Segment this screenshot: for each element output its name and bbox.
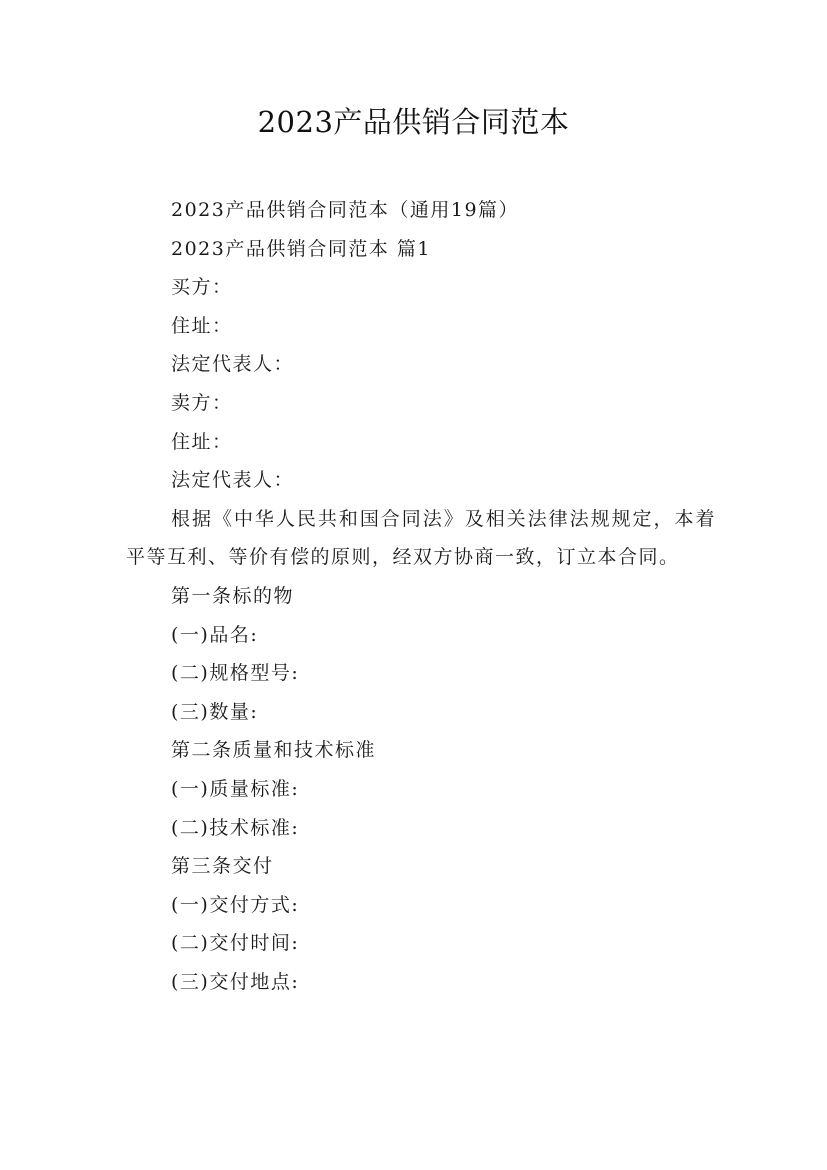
seller-line: 卖方： bbox=[171, 391, 233, 414]
document-body bbox=[126, 191, 716, 1001]
buyer-address-line: 住址： bbox=[171, 314, 233, 337]
preamble-paragraph: 根据《中华人民共和国合同法》及相关法律法规规定，本着平等互利、等价有偿的原则，经双方协商一致，订立本合同。 bbox=[126, 507, 716, 569]
article-3-item-1: (一)交付方式: bbox=[171, 893, 300, 916]
article-3-heading: 第三条交付 bbox=[171, 855, 274, 878]
article-1-item-3: (三)数量: bbox=[171, 700, 259, 723]
seller-address-line: 住址： bbox=[171, 430, 233, 453]
section-heading-line: 2023产品供销合同范本 篇1 bbox=[171, 237, 431, 260]
document-title: 2023产品供销合同范本 bbox=[257, 105, 570, 139]
article-2-item-2: (二)技术标准: bbox=[171, 816, 300, 839]
seller-representative-line: 法定代表人： bbox=[171, 469, 295, 492]
article-1-item-1: (一)品名: bbox=[171, 623, 259, 646]
subtitle-line: 2023产品供销合同范本（通用19篇） bbox=[171, 199, 520, 221]
article-1-heading: 第一条标的物 bbox=[171, 584, 295, 607]
article-3-item-2: (二)交付时间: bbox=[171, 932, 300, 955]
article-3-item-3: (三)交付地点: bbox=[171, 970, 300, 993]
article-2-heading: 第二条质量和技术标准 bbox=[171, 739, 377, 762]
article-2-item-1: (一)质量标准: bbox=[171, 777, 300, 800]
buyer-line: 买方： bbox=[171, 276, 233, 299]
buyer-representative-line: 法定代表人： bbox=[171, 353, 295, 376]
article-1-item-2: (二)规格型号: bbox=[171, 662, 300, 685]
